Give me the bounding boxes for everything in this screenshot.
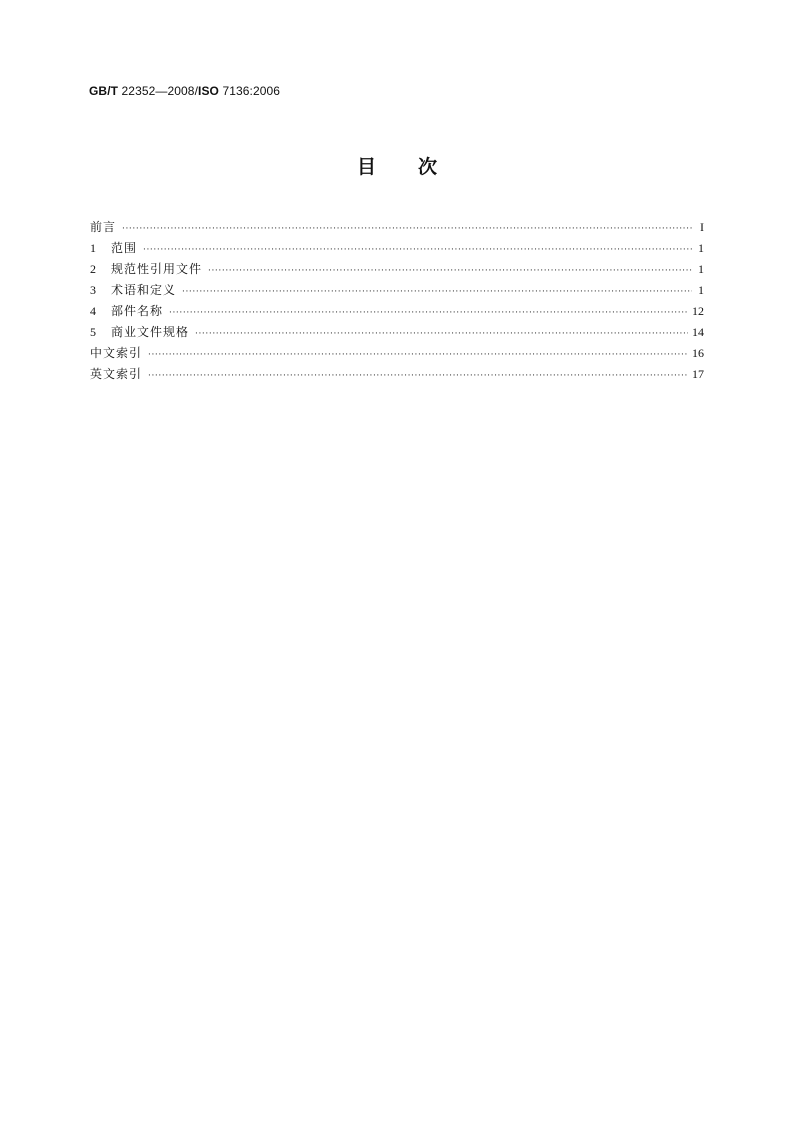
toc-entry-label: 英文索引 bbox=[90, 367, 143, 381]
table-of-contents bbox=[90, 217, 704, 385]
toc-entry-page: I bbox=[700, 220, 704, 234]
toc-dot-leader bbox=[148, 345, 688, 366]
toc-entry-label: 商业文件规格 bbox=[111, 325, 190, 339]
toc-dot-leader bbox=[169, 303, 688, 324]
toc-entry-number: 3 bbox=[90, 283, 96, 297]
toc-entry-page: 1 bbox=[698, 262, 704, 276]
toc-entry-label: 术语和定义 bbox=[111, 283, 177, 297]
toc-entry-number: 4 bbox=[90, 304, 96, 318]
toc-entry-chinese-index[interactable] bbox=[90, 343, 704, 364]
toc-entry-number: 1 bbox=[90, 241, 96, 255]
toc-dot-leader bbox=[182, 282, 692, 303]
page-title-char-1: 目 bbox=[356, 156, 376, 178]
toc-dot-leader bbox=[122, 219, 692, 240]
toc-entry-page: 14 bbox=[692, 325, 704, 339]
iso-code: ISO bbox=[198, 84, 219, 98]
toc-entry-number: 2 bbox=[90, 262, 96, 276]
toc-entry-page: 12 bbox=[692, 304, 704, 318]
toc-entry-label: 前言 bbox=[90, 220, 117, 234]
toc-entry-normative-references[interactable] bbox=[90, 259, 704, 280]
toc-entry-commercial-specs[interactable] bbox=[90, 322, 704, 343]
toc-entry-component-names[interactable] bbox=[90, 301, 704, 322]
iso-number: 7136:2006 bbox=[222, 84, 281, 98]
toc-entry-english-index[interactable] bbox=[90, 364, 704, 385]
toc-entry-label: 范围 bbox=[111, 241, 138, 255]
toc-dot-leader bbox=[143, 240, 692, 261]
toc-entry-number: 5 bbox=[90, 325, 96, 339]
page-title bbox=[0, 152, 794, 179]
toc-entry-foreword[interactable] bbox=[90, 217, 704, 238]
toc-entry-page: 1 bbox=[698, 241, 704, 255]
toc-dot-leader bbox=[148, 366, 688, 387]
toc-entry-label: 中文索引 bbox=[90, 346, 143, 360]
toc-entry-page: 1 bbox=[698, 283, 704, 297]
toc-entry-terms-definitions[interactable] bbox=[90, 280, 704, 301]
standard-number: 22352—2008/ bbox=[121, 84, 199, 98]
standard-code: GB/T bbox=[89, 84, 119, 98]
toc-entry-scope[interactable] bbox=[90, 238, 704, 259]
toc-entry-page: 17 bbox=[692, 367, 704, 381]
toc-dot-leader bbox=[195, 324, 688, 345]
document-header bbox=[89, 84, 280, 98]
page-title-char-2: 次 bbox=[418, 156, 438, 178]
toc-entry-label: 部件名称 bbox=[111, 304, 164, 318]
toc-entry-label: 规范性引用文件 bbox=[111, 262, 203, 276]
toc-entry-page: 16 bbox=[692, 346, 704, 360]
toc-dot-leader bbox=[208, 261, 692, 282]
